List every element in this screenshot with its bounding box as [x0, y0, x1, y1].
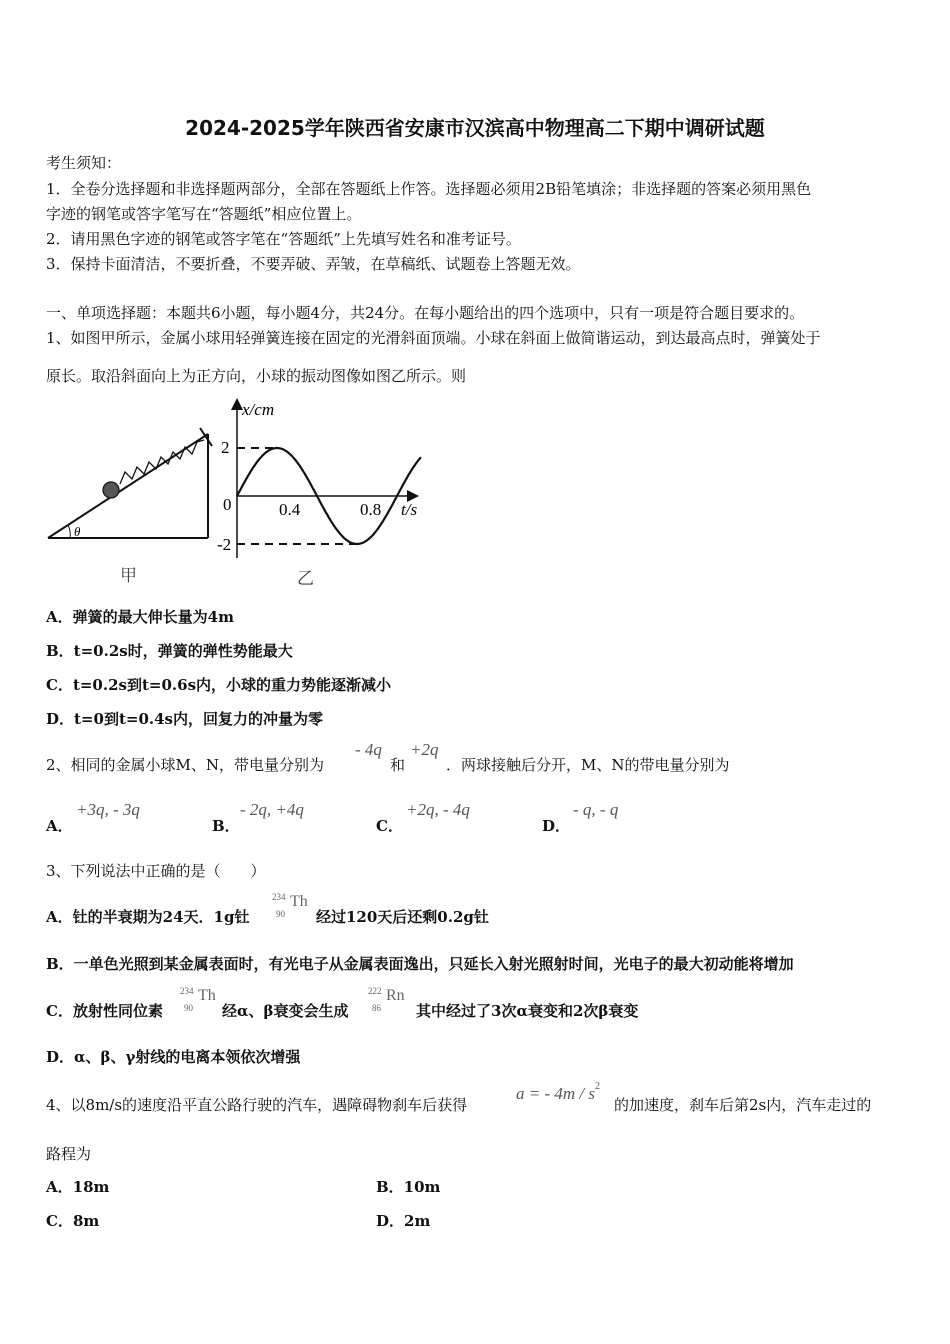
- q3-option-c-post: 其中经过了3次α衰变和2次β衰变: [416, 1002, 639, 1020]
- q1-stem-line2: 原长。取沿斜面向上为正方向，小球的振动图像如图乙所示。则: [46, 367, 467, 385]
- page-title: 2024-2025学年陕西省安康市汉滨高中物理高二下期中调研试题: [185, 116, 765, 140]
- nuclide-th-c: 234 90 Th: [180, 986, 216, 1013]
- q2-option-b-value: - 2q, +4q: [240, 800, 304, 819]
- q3-option-a-post: 经过120天后还剩0.2g钍: [316, 908, 489, 926]
- q1-option-d: D．t=0到t=0.4s内，回复力的冲量为零: [46, 710, 323, 728]
- q4-stem-pre: 4、以8m/s的速度沿平直公路行驶的汽车，遇障碍物刹车后获得: [46, 1096, 468, 1114]
- tick-label-08: 0.8: [360, 500, 382, 519]
- q2-option-d-value: - q, - q: [573, 800, 619, 819]
- theta-label: θ: [74, 524, 81, 539]
- q3-option-d: D．α、β、γ射线的电离本领依次增强: [46, 1048, 301, 1066]
- q4-option-a: A．18m: [46, 1178, 110, 1196]
- q4-acceleration-value: a = - 4m / s: [516, 1084, 595, 1103]
- figure-jia-label: 甲: [120, 566, 137, 585]
- q4-acceleration-exp: 2: [595, 1081, 600, 1092]
- q1-option-b: B．t=0.2s时，弹簧的弹性势能最大: [46, 642, 293, 660]
- tick-label-04: 0.4: [279, 500, 301, 519]
- notice-item-2: 2．请用黑色字迹的钢笔或答字笔在“答题纸”上先填写姓名和准考证号。: [46, 230, 521, 248]
- ball: [103, 482, 119, 498]
- q2-option-c-label: C．: [376, 817, 403, 835]
- q2-charge-m: - 4q: [355, 740, 382, 759]
- q2-option-c-value: +2q, - 4q: [406, 800, 470, 819]
- q4-option-c: C．8m: [46, 1212, 100, 1230]
- x-axis-label: t/s: [401, 500, 418, 519]
- q1-option-c: C．t=0.2s到t=0.6s内，小球的重力势能逐渐减小: [46, 676, 392, 694]
- q1-stem-line1: 1、如图甲所示，金属小球用轻弹簧连接在固定的光滑斜面顶端。小球在斜面上做简谐运动，到达最高点时，弹簧处于: [46, 329, 821, 347]
- theta-arc: [68, 525, 70, 538]
- y-axis-label: x/cm: [242, 400, 275, 419]
- q2-option-a-value: +3q, - 3q: [76, 800, 140, 819]
- q2-charge-n: +2q: [410, 740, 439, 759]
- figure-yi-label: 乙: [297, 569, 314, 588]
- spring: [120, 440, 204, 484]
- q3-option-b: B．一单色光照到某金属表面时，有光电子从金属表面逸出，只延长入射光照射时间，光电子的最大初动能将增加: [46, 955, 794, 973]
- q2-stem-pre: 2、相同的金属小球M、N，带电量分别为: [46, 756, 325, 774]
- notice-item-3: 3．保持卡面清洁，不要折叠，不要弄破、弄皱，在草稿纸、试题卷上答题无效。: [46, 255, 581, 273]
- q1-option-a: A．弹簧的最大伸长量为4m: [46, 608, 234, 626]
- nuclide-rn: 222 86 Rn: [368, 986, 405, 1013]
- q4-option-d: D．2m: [376, 1212, 431, 1230]
- notice-item-1-cont: 字迹的钢笔或答字笔写在“答题纸”相应位置上。: [46, 205, 362, 223]
- q3-option-c-pre: C．放射性同位素: [46, 1002, 163, 1020]
- q4-acceleration: [516, 1081, 600, 1104]
- q2-stem-and: 和: [390, 756, 406, 774]
- nuclide-th-a: 234 90 Th: [272, 892, 308, 919]
- tick-label-pos: 2: [221, 438, 230, 457]
- q2-option-a-label: A．: [46, 817, 73, 835]
- q3-option-c-mid: 经α、β衰变会生成: [222, 1002, 349, 1020]
- q3-option-a-pre: A．钍的半衰期为24天．1g钍: [46, 908, 250, 926]
- section-heading: 一、单项选择题：本题共6小题，每小题4分，共24分。在每小题给出的四个选项中，只有一项是符合题目要求的。: [46, 304, 805, 322]
- q2-option-b-label: B．: [212, 817, 240, 835]
- q2-stem-post: ．两球接触后分开，M、N的带电量分别为: [446, 756, 730, 774]
- q4-stem-line2: 路程为: [46, 1145, 92, 1163]
- q4-option-b: B．10m: [376, 1178, 441, 1196]
- notice-item-1: 1．全卷分选择题和非选择题两部分，全部在答题纸上作答。选择题必须用2B铅笔填涂；非选择题的答案必须用黑色: [46, 180, 812, 198]
- tick-label-neg: -2: [217, 535, 232, 554]
- q2-option-d-label: D．: [542, 817, 571, 835]
- notice-heading: 考生须知：: [46, 154, 122, 172]
- figure-xt-graph: [215, 398, 430, 590]
- q4-stem-post: 的加速度，刹车后第2s内，汽车走过的: [614, 1096, 872, 1114]
- tick-label-zero: 0: [223, 495, 232, 514]
- figure-incline: [40, 420, 220, 590]
- q3-stem: 3、下列说法中正确的是（ ）: [46, 862, 266, 880]
